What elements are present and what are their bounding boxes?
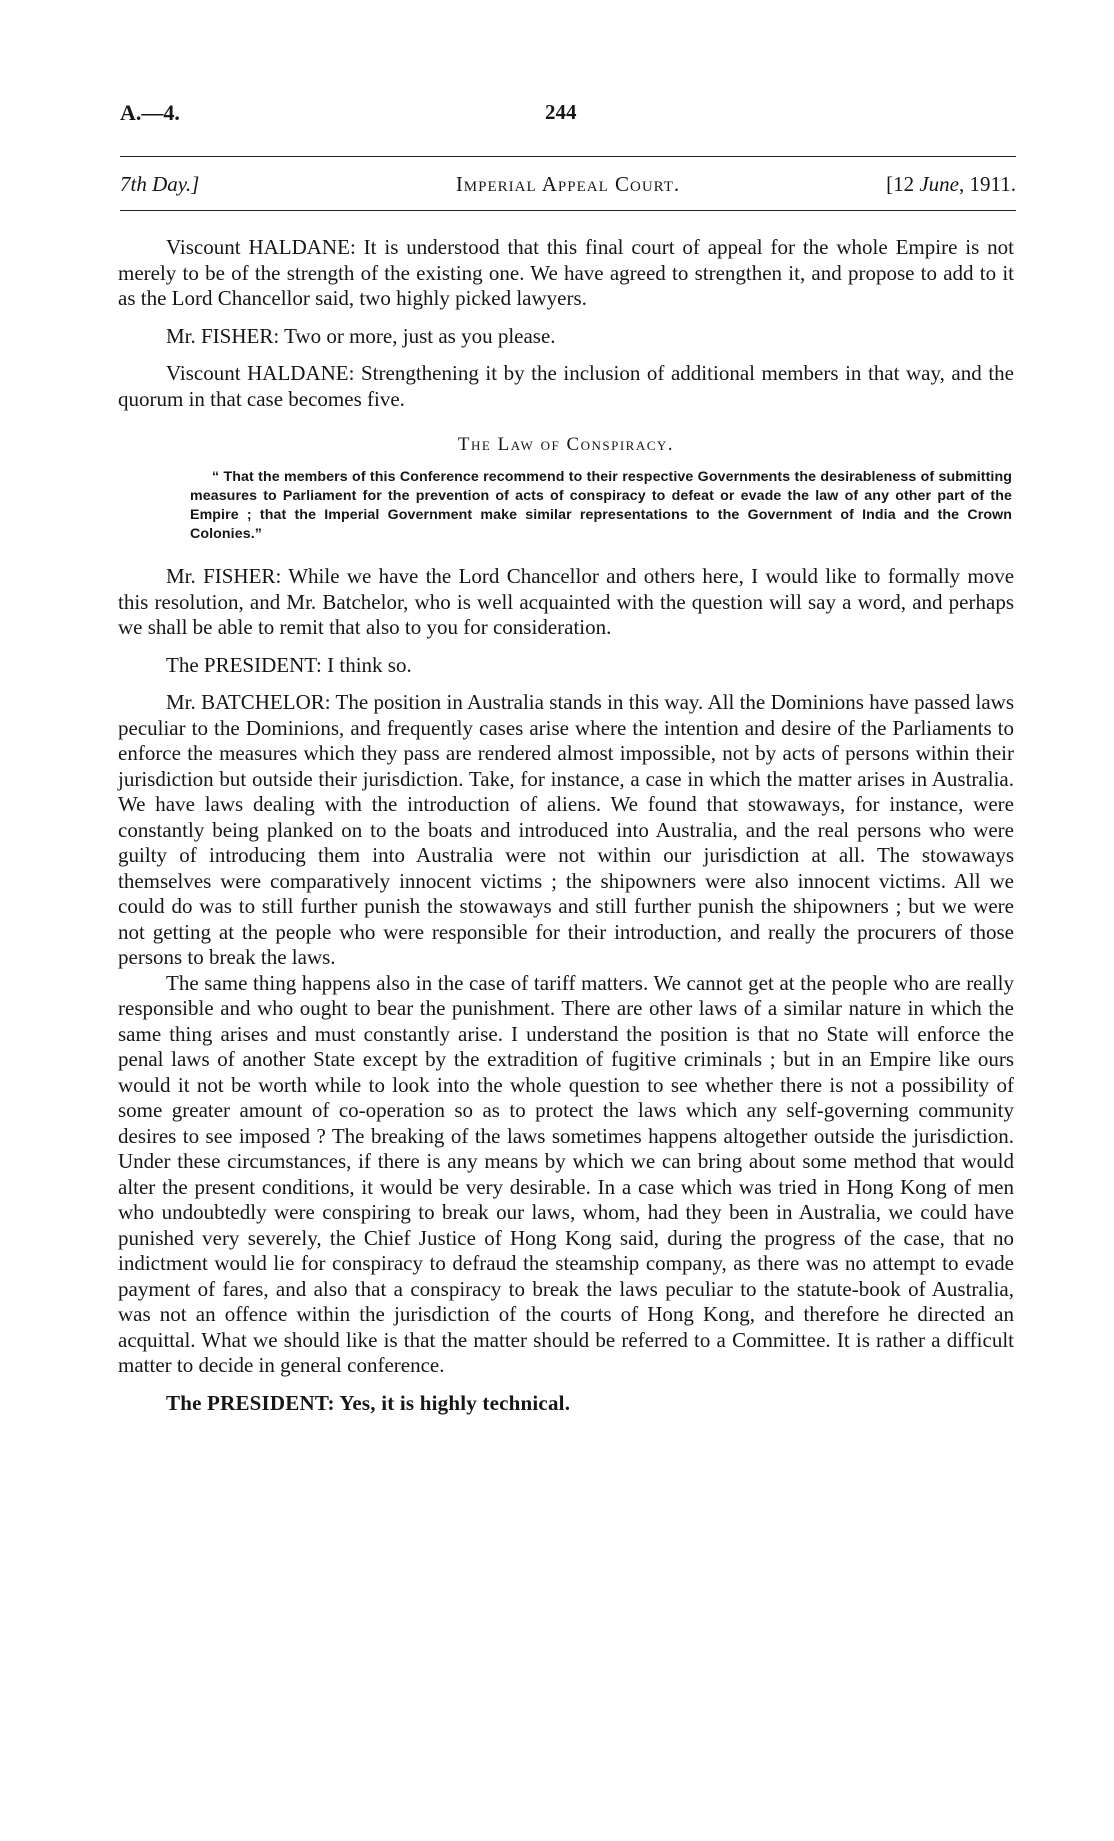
speech-text: : I think so. — [316, 652, 412, 677]
paragraph — [118, 324, 1014, 350]
speech-text: : It is understood that this final court of appeal for the whole Empire is not merely to be of the strength of the existing one. We have agreed to strengthen it, and propose to add to it as the Lord Chancellor said, two highly picked lawyers. — [118, 235, 1014, 310]
speaker-name: Mr. FISHER — [166, 564, 276, 588]
running-header — [120, 172, 1016, 202]
paper-reference: A.—4. — [120, 100, 180, 125]
transcript-body — [118, 235, 1014, 1416]
date-year: , 1911. — [959, 172, 1016, 196]
paragraph — [118, 564, 1014, 641]
resolution-text: “ That the members of this Conference recommend to their respective Governments the desirableness of submitting measures to Parliament for the prevention of acts of conspiracy to defeat or evade the law of any other part of the Empire ; that the Imperial Government make similar representations to the Government of India and the Crown Colonies.” — [190, 469, 1012, 542]
speech-text: : While we have the Lord Chancellor and others here, I would like to formally move this resolution, and Mr. Batchelor, who is well acquainted with the question will say a word, and perhaps we shall be able to remit that also to you for consideration. — [118, 564, 1015, 639]
speech-text: : The position in Australia stands in this way. All the Dominions have passed laws peculiar to the Dominions, and frequently cases arise where the intention and desire of the Parliaments to enforce the measures which they pass are rendered almost impossible, not by acts of persons within their jurisdiction but outside their jurisdiction. Take, for instance, a case in which the matter arises in Australia. We have laws dealing with the introduction of aliens. We found that stowaways, for instance, were constantly being planked on to the boats and introduced into Australia, and the real persons who were guilty of introducing them into Australia were not within our jurisdiction at all. The stowaways themselves were comparatively innocent victims ; the shipowners were also innocent victims. All we could do was to still further punish the stowaways and still further punish the shipowners ; but we were not getting at the people who were responsible for their introduction, and really the procurers of those persons to break the laws. — [118, 690, 1014, 969]
speaker-name: Mr. FISHER — [166, 323, 274, 348]
speech-text: : Strengthening it by the inclusion of additional members in that way, and the quorum in that case becomes five. — [118, 361, 1014, 411]
header-rule-bottom — [120, 210, 1016, 211]
speaker-name: Mr. BATCHELOR — [166, 690, 325, 714]
speaker-name: The PRESIDENT — [166, 652, 317, 677]
speaker-name: The PRESIDENT — [166, 1390, 328, 1415]
header-rule-top — [120, 156, 1016, 157]
paragraph — [118, 1391, 1014, 1416]
section-heading: The Law of Conspiracy. — [457, 434, 675, 455]
paragraph-continued — [118, 971, 1014, 1379]
paragraph — [118, 235, 1014, 312]
speaker-name: Viscount HALDANE — [166, 361, 349, 385]
running-header-date — [886, 172, 1016, 197]
speech-text: : Yes, it is highly technical. — [327, 1390, 571, 1415]
date-month: June — [919, 172, 960, 196]
speaker-name: Viscount HALDANE — [166, 235, 350, 259]
speech-text: : Two or more, just as you please. — [273, 323, 556, 348]
running-header-title: Imperial Appeal Court. — [455, 172, 681, 196]
running-header-day: 7th Day.] — [120, 172, 200, 196]
paragraph — [118, 653, 1014, 679]
paragraph — [118, 361, 1014, 412]
page-number: 244 — [545, 100, 577, 124]
paragraph — [118, 690, 1014, 971]
date-open: [12 — [886, 172, 920, 196]
speech-text: The same thing happens also in the case of tariff matters. We cannot get at the people who are really responsible and who ought to bear the punishment. There are other laws of a similar nature in which the same thing arises and must constantly arise. I understand the position is that no State will enforce the penal laws of another State except by the extradition of fugitive criminals ; but in an Empire like ours would it not be worth while to look into the whole question to see whether there is not a possibility of some greater amount of co-operation so as to protect the laws which any self-governing community desires to see imposed ? The breaking of the laws sometimes happens altogether outside the jurisdiction. Under these circumstances, if there is any means by which we can bring about some method that would alter the present conditions, it would be very desirable. In a case which was tried in Hong Kong of men who undoubtedly were conspiring to break our laws, whom, had they been in Australia, we could have punished very severely, the Chief Justice of Hong Kong said, during the progress of the case, that no indictment would lie for conspiracy to defraud the steamship company, as there was no attempt to evade payment of fares, and also that a conspiracy to break the laws peculiar to the statute-book of Australia, was not an offence within the jurisdiction of the courts of Hong Kong, and therefore he directed an acquittal. What we should like is that the matter should be referred to a Committee. It is rather a difficult matter to decide in general conference. — [118, 970, 1014, 1377]
